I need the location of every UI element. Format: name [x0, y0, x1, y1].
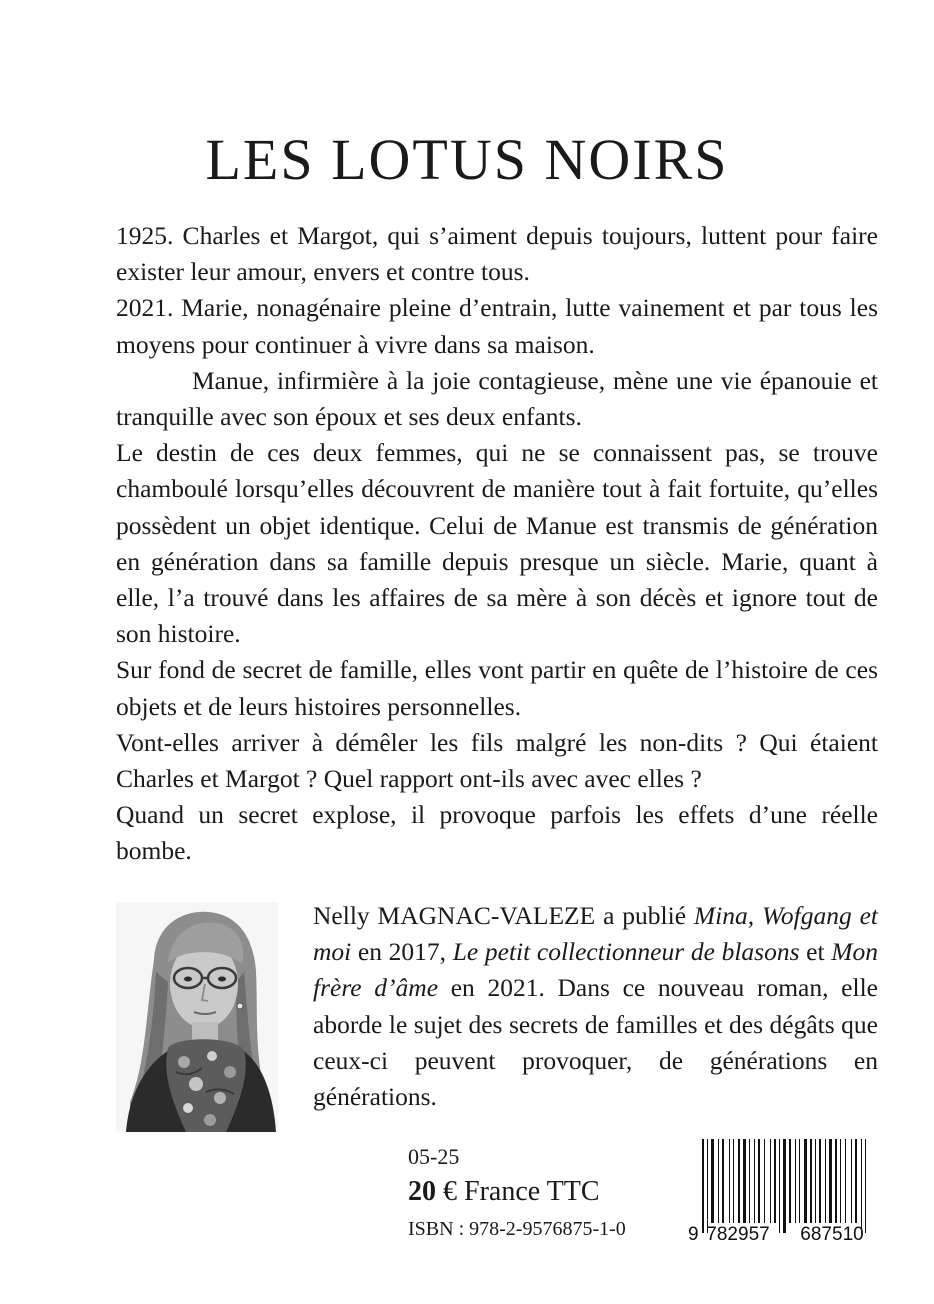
barcode-bar-16: [783, 1139, 786, 1233]
barcode-bar-11: [758, 1139, 760, 1223]
barcode-bar-15: [779, 1139, 780, 1233]
barcode-bar-7: [738, 1139, 740, 1223]
barcode-bar-24: [825, 1139, 826, 1223]
synopsis-paragraph-closing: Quand un secret explose, il provoque parfois les effets d’une réelle bombe.: [116, 800, 878, 866]
barcode-bar-6: [733, 1139, 734, 1223]
book-title-collectionneur: Le petit collectionneur de blasons: [452, 937, 800, 967]
barcode-bar-10: [754, 1139, 755, 1223]
barcode-digits-right: 687510: [800, 1224, 864, 1245]
barcode-bar-17: [789, 1139, 791, 1223]
author-bio-text-4: en 2021. Dans ce nouveau roman, elle aborde le sujet des secrets de familles et des dégâts que ceux-ci peuvent provoquer, de générations en générations.: [313, 973, 878, 1112]
barcode-bar-4: [722, 1139, 724, 1223]
barcode-bar-20: [804, 1139, 807, 1223]
barcode-bar-18: [795, 1139, 796, 1223]
barcode-bar-25: [829, 1139, 832, 1223]
barcode-bar-31: [861, 1139, 862, 1233]
author-portrait-image: [116, 902, 278, 1132]
barcode-bar-32: [865, 1139, 866, 1233]
barcode-digits-left: 782957: [706, 1224, 770, 1245]
barcode-bar-29: [851, 1139, 852, 1223]
barcode-bar-22: [815, 1139, 816, 1223]
barcode-bars: [702, 1139, 866, 1233]
book-title: LES LOTUS NOIRS: [205, 126, 729, 192]
barcode-bar-19: [799, 1139, 800, 1223]
isbn: ISBN : 978-2-9576875-1-0: [408, 1218, 626, 1240]
publication-info: [408, 1142, 626, 1246]
barcode-bar-1: [707, 1139, 708, 1233]
author-bio: [313, 898, 878, 1115]
barcode-bar-21: [810, 1139, 812, 1223]
author-photo: [116, 902, 278, 1132]
barcode-bar-9: [749, 1139, 750, 1223]
barcode-bar-14: [774, 1139, 776, 1223]
barcode-bar-28: [845, 1139, 846, 1223]
author-bio-text-3: et: [799, 937, 832, 967]
barcode-bar-13: [770, 1139, 771, 1223]
price: [408, 1172, 626, 1212]
edition-code: 05-25: [408, 1144, 460, 1169]
barcode-bar-27: [840, 1139, 841, 1223]
synopsis-paragraph-secret: Sur fond de secret de famille, elles vont partir en quête de l’histoire de ces objets et de leurs histoires personnelles.: [116, 655, 878, 721]
barcode-bar-12: [764, 1139, 765, 1223]
barcode-bar-26: [835, 1139, 837, 1223]
barcode-bar-0: [702, 1139, 704, 1233]
synopsis-paragraph-1925: 1925. Charles et Margot, qui s’aiment depuis toujours, luttent pour faire exister leur amour, envers et contre tous.: [116, 221, 878, 287]
price-amount: 20: [408, 1176, 436, 1207]
book-title-mina: Mina, Wofgang et moi: [313, 901, 878, 967]
barcode-bar-30: [855, 1139, 857, 1223]
barcode-bar-3: [718, 1139, 719, 1223]
barcode-bar-2: [711, 1139, 714, 1223]
author-bio-text: [313, 898, 878, 1115]
synopsis: [116, 218, 878, 870]
synopsis-paragraph-2021: 2021. Marie, nonagénaire pleine d’entrain, lutte vainement et par tous les moyens pour continuer à vivre dans sa maison.: [116, 293, 878, 359]
synopsis-paragraph-manue: Manue, infirmière à la joie contagieuse, mène une vie épanouie et tranquille avec son époux et ses deux enfants.: [116, 365, 878, 432]
barcode-digit-first: 9: [688, 1224, 699, 1245]
barcode-bar-5: [729, 1139, 730, 1223]
synopsis-paragraph-destin: Le destin de ces deux femmes, qui ne se connaissent pas, se trouve chamboulé lorsqu’elles découvrent de manière tout à fait fortuite, qu’elles possèdent un objet identique. Celui de Manue est transmis de génération en génération dans sa famille depuis presque un siècle. Marie, quant à elle, l’a trouvé dans les affaires de sa mère à son décès et ignore tout de son histoire.: [116, 438, 878, 649]
book-title-frere-ame: Mon frère d’âme: [313, 937, 879, 1003]
price-currency: € France TTC: [436, 1176, 600, 1207]
author-bio-intro: Nelly MAGNAC-VALEZE a publié: [313, 901, 694, 930]
isbn-barcode: [680, 1139, 885, 1247]
synopsis-paragraph-questions: Vont-elles arriver à démêler les fils malgré les non-dits ? Qui étaient Charles et Margot ? Quel rapport ont-ils avec avec elles ?: [116, 727, 878, 794]
author-bio-text-2: en 2017,: [351, 937, 453, 967]
barcode-bar-23: [819, 1139, 821, 1223]
barcode-bar-8: [743, 1139, 746, 1223]
